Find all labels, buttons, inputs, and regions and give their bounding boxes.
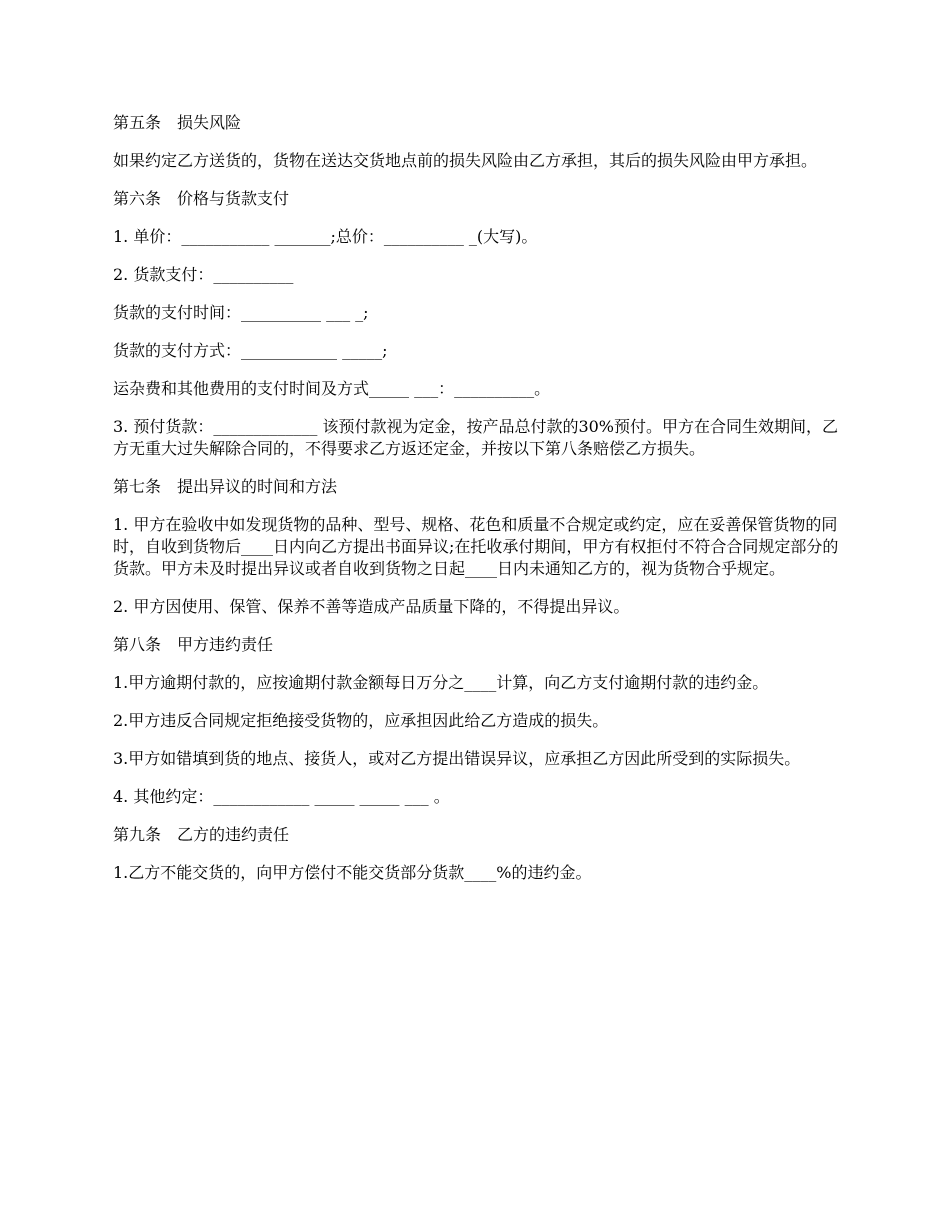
article-7-title: 第七条 提出异议的时间和方法 xyxy=(113,477,338,496)
article-6-paragraph-4: 货款的支付方式：____________ _____; xyxy=(113,341,388,360)
article-9-paragraph-1: 1.乙方不能交货的，向甲方偿付不能交货部分货款____%的违约金。 xyxy=(113,863,592,882)
article-6-paragraph-3: 货款的支付时间：__________ ___ _; xyxy=(113,303,369,322)
article-9-title: 第九条 乙方的违约责任 xyxy=(113,825,290,844)
article-5-title: 第五条 损失风险 xyxy=(113,113,242,132)
article-6-title: 第六条 价格与货款支付 xyxy=(113,189,290,208)
article-8-paragraph-1: 1.甲方逾期付款的，应按逾期付款金额每日万分之____计算，向乙方支付逾期付款的违约金。 xyxy=(113,673,769,692)
article-8-title: 第八条 甲方违约责任 xyxy=(113,635,274,654)
article-6-paragraph-5: 运杂费和其他费用的支付时间及方式_____ ___：__________。 xyxy=(113,379,551,398)
article-8-paragraph-3: 3.甲方如错填到货的地点、接货人，或对乙方提出错误异议，应承担乙方因此所受到的实际损失。 xyxy=(113,749,801,768)
article-6-paragraph-2: 2. 货款支付：__________ xyxy=(113,265,294,284)
article-6-paragraph-1: 1. 单价：___________ _______;总价：__________ _(大写)。 xyxy=(113,227,538,246)
article-8-paragraph-2: 2.甲方违反合同规定拒绝接受货物的，应承担因此给乙方造成的损失。 xyxy=(113,711,609,730)
article-5-paragraph-1: 如果约定乙方送货的，货物在送达交货地点前的损失风险由乙方承担，其后的损失风险由甲方承担。 xyxy=(113,151,818,170)
article-8-paragraph-4: 4. 其他约定：____________ _____ _____ ___ 。 xyxy=(113,787,450,806)
document-page xyxy=(113,112,841,900)
article-7-paragraph-1: 1. 甲方在验收中如发现货物的品种、型号、规格、花色和质量不合规定或约定，应在妥善保管货物的同时，自收到货物后____日内向乙方提出书面异议;在托收承付期间，甲方有权拒付不符合合同规定部分的货款。甲方未及时提出异议或者自收到货物之日起____日内未通知乙方的，视为货物合乎规定。 xyxy=(113,515,839,578)
article-6-paragraph-6: 3. 预付货款：_____________ 该预付款视为定金，按产品总付款的30%预付。甲方在合同生效期间，乙方无重大过失解除合同的，不得要求乙方返还定金，并按以下第八条赔偿乙方损失。 xyxy=(113,417,839,458)
article-7-paragraph-2: 2. 甲方因使用、保管、保养不善等造成产品质量下降的，不得提出异议。 xyxy=(113,597,630,616)
